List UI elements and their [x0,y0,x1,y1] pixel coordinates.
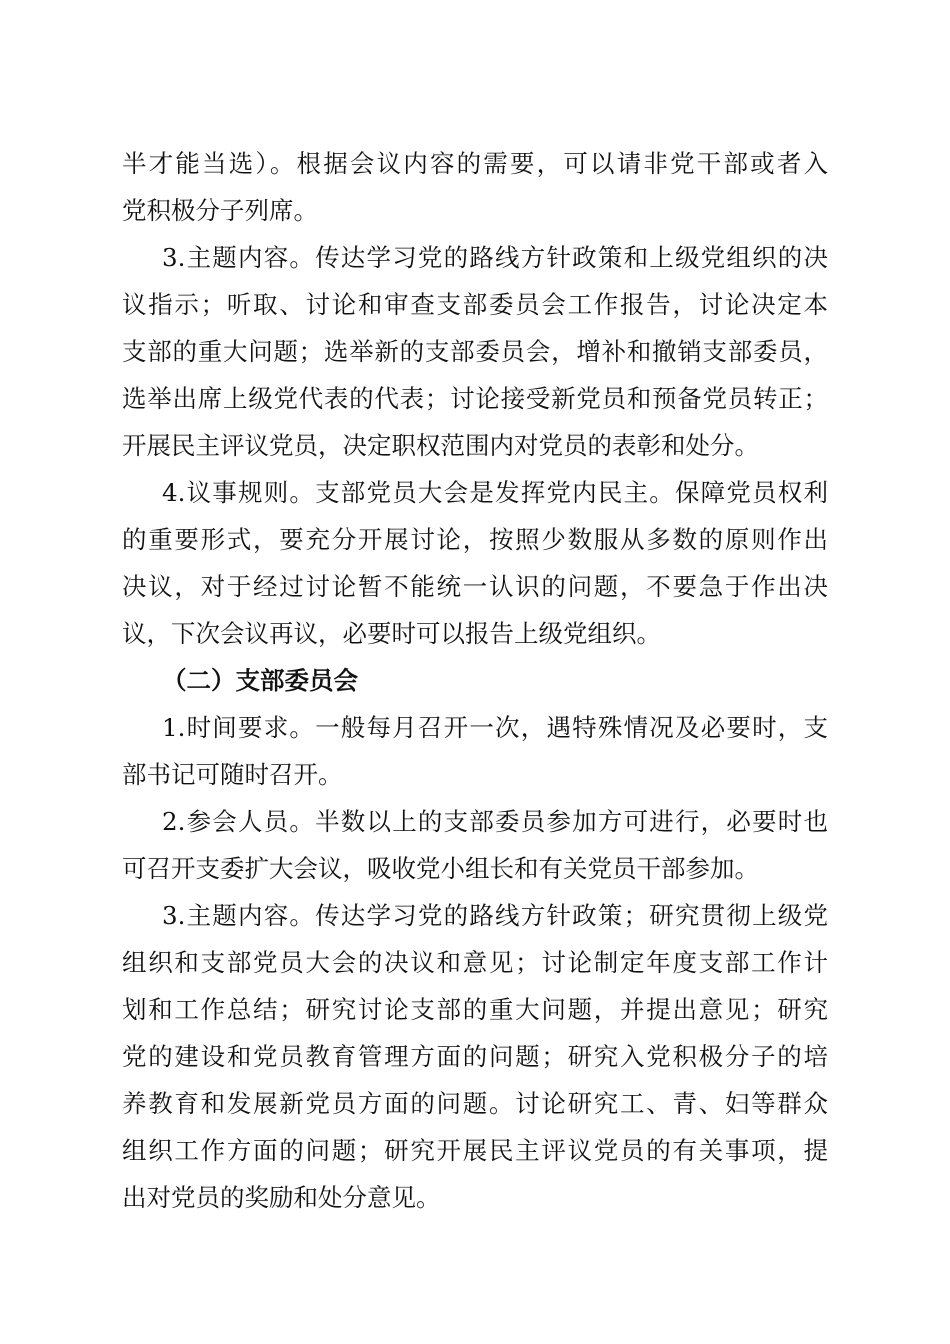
text-line: 养教育和发展新党员方面的问题。讨论研究工、青、妇等群众 [122,1089,828,1118]
paragraph-start-line: 2.参会人员。半数以上的支部委员参加方可进行，必要时也 [162,807,828,836]
paragraph-start-line: 3.主题内容。传达学习党的路线方针政策和上级党组织的决 [162,243,828,272]
text-line: 的重要形式，要充分开展讨论，按照少数服从多数的原则作出 [122,525,828,554]
text-line: 议指示；听取、讨论和审查支部委员会工作报告，讨论决定本 [122,290,828,319]
paragraph-start-line: 3.主题内容。传达学习党的路线方针政策；研究贯彻上级党 [162,901,828,930]
text-line: 党的建设和党员教育管理方面的问题；研究入党积极分子的培 [122,1042,828,1071]
text-line: 出对党员的奖励和处分意见。 [122,1183,441,1212]
text-line: 支部的重大问题；选举新的支部委员会，增补和撤销支部委员， [122,337,828,366]
text-line: 选举出席上级党代表的代表；讨论接受新党员和预备党员转正； [122,384,828,413]
text-line: 部书记可随时召开。 [122,760,343,789]
text-line: 决议，对于经过讨论暂不能统一认识的问题，不要急于作出决 [122,572,828,601]
text-line: 议，下次会议再议，必要时可以报告上级党组织。 [122,619,661,648]
text-line: 组织和支部党员大会的决议和意见；讨论制定年度支部工作计 [122,948,828,977]
text-line: 半才能当选）。根据会议内容的需要，可以请非党干部或者入 [122,149,828,178]
text-line: 可召开支委扩大会议，吸收党小组长和有关党员干部参加。 [122,854,759,883]
section-heading: （二）支部委员会 [162,666,358,695]
text-line: 开展民主评议党员，决定职权范围内对党员的表彰和处分。 [122,431,759,460]
text-line: 组织工作方面的问题；研究开展民主评议党员的有关事项，提 [122,1136,828,1165]
paragraph-start-line: 4.议事规则。支部党员大会是发挥党内民主。保障党员权利 [162,478,828,507]
text-line: 党积极分子列席。 [122,196,318,225]
paragraph-start-line: 1.时间要求。一般每月召开一次，遇特殊情况及必要时，支 [162,713,828,742]
text-line: 划和工作总结；研究讨论支部的重大问题，并提出意见；研究 [122,995,828,1024]
